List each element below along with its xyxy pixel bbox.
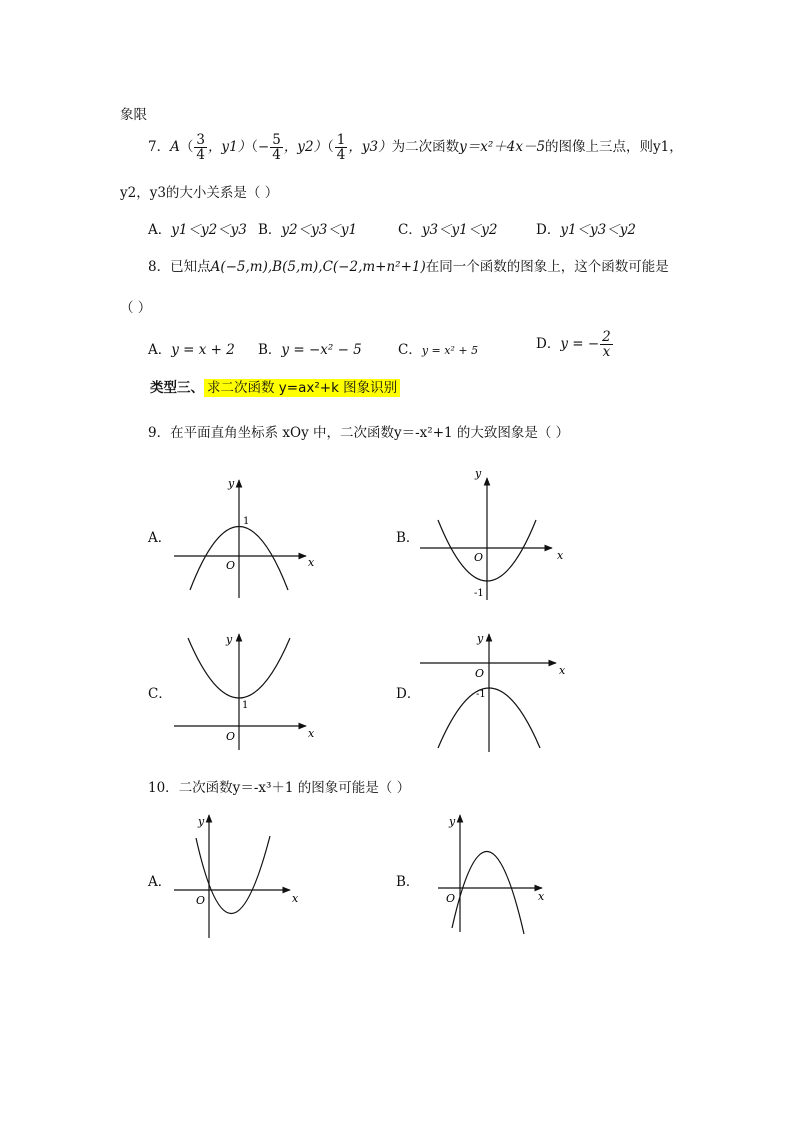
q7-option-d-text: y1＜y3＜y2 bbox=[560, 222, 636, 238]
q8-points: A(−5,m),B(5,m),C(−2,m+n²+1) bbox=[210, 259, 426, 275]
q9-graph-c bbox=[174, 634, 306, 750]
q10-graph-b bbox=[438, 815, 542, 934]
q9a-y-label: y bbox=[228, 477, 235, 490]
q7-pb-y: ，y2） bbox=[283, 139, 328, 155]
q7-number: 7． bbox=[148, 139, 171, 155]
q9c-y-label: y bbox=[226, 633, 233, 646]
q7-option-b-label: B． bbox=[258, 222, 282, 238]
q8-option-d-frac-den: x bbox=[602, 344, 611, 360]
q10b-x-label: x bbox=[538, 890, 545, 903]
q9-stem: 在平面直角坐标系 xOy 中，二次函数y＝-x²+1 的大致图象是（ ） bbox=[170, 425, 570, 441]
q8-option-b-label: B． bbox=[258, 342, 282, 358]
q10-stem: 二次函数y＝-x³＋1 的图象可能是（ ） bbox=[178, 780, 411, 796]
q7-function: y＝x²＋4x－5 bbox=[459, 139, 546, 155]
q7-stem-b: 的图像上三点，则y1， bbox=[545, 139, 683, 155]
q7-line2: y2，y3的大小关系是（ ） bbox=[120, 185, 279, 201]
q8-option-a-label: A． bbox=[148, 342, 172, 358]
q7-option-d-label: D． bbox=[536, 222, 561, 238]
q7-stem-a: 为二次函数 bbox=[391, 139, 460, 155]
q8-option-d-label: D． bbox=[536, 336, 561, 352]
q9-graph-a bbox=[174, 480, 306, 598]
q10b-y-label: y bbox=[449, 815, 456, 828]
q9d-neg-one: -1 bbox=[476, 689, 486, 700]
q8-option-d-frac-num: 2 bbox=[602, 329, 611, 345]
q7-option-a-label: A． bbox=[148, 222, 172, 238]
q7-frac-c-den: 4 bbox=[336, 147, 346, 163]
q10-option-b-label[interactable]: B． bbox=[396, 874, 420, 890]
q10a-x-label: x bbox=[292, 892, 299, 905]
q7-pb-open: （− bbox=[251, 139, 270, 155]
q9-number: 9． bbox=[148, 425, 171, 441]
q10b-parabola bbox=[452, 851, 524, 934]
q9a-x-label: x bbox=[308, 556, 315, 569]
q9d-origin: O bbox=[475, 667, 485, 680]
q8-option-a-text: y = x + 2 bbox=[171, 342, 235, 358]
q7-frac-a-den: 4 bbox=[196, 147, 205, 163]
q7-point-a-label: A bbox=[170, 139, 180, 155]
q9a-one: 1 bbox=[243, 516, 250, 527]
q7-pa-y: ，y1） bbox=[207, 139, 252, 155]
q7-option-a-text: y1＜y2＜y3 bbox=[171, 222, 247, 238]
q7-option-c-label: C． bbox=[398, 222, 422, 238]
q9c-one: 1 bbox=[242, 700, 249, 711]
q9-option-d-label[interactable]: D． bbox=[396, 686, 421, 702]
q7-pc-open: （ bbox=[327, 139, 334, 155]
q10a-parabola bbox=[196, 836, 270, 914]
q10-option-a-label[interactable]: A． bbox=[148, 874, 172, 890]
q9a-origin: O bbox=[226, 559, 236, 572]
q9d-x-label: x bbox=[559, 664, 566, 677]
q9-option-c-label[interactable]: C． bbox=[148, 686, 172, 702]
q8-option-d-text: y = − bbox=[560, 336, 600, 352]
q7-frac-a-num: 3 bbox=[196, 132, 205, 148]
q9-graph-b bbox=[420, 478, 552, 600]
q10b-origin: O bbox=[446, 892, 456, 905]
q9d-y-label: y bbox=[477, 632, 484, 645]
q9c-x-label: x bbox=[308, 727, 315, 740]
q7-pa-open: （ bbox=[179, 139, 194, 155]
q8-option-c-label: C． bbox=[398, 342, 422, 358]
q10a-origin: O bbox=[196, 894, 206, 907]
q9b-neg-one: -1 bbox=[474, 588, 484, 599]
q9-option-b-label[interactable]: B． bbox=[396, 530, 420, 546]
q9b-y-label: y bbox=[475, 467, 482, 480]
question-10-text bbox=[148, 776, 410, 796]
section-label: 类型三、 bbox=[150, 380, 204, 396]
q10a-y-label: y bbox=[198, 815, 205, 828]
q8-option-c-text: y = x² + 5 bbox=[421, 344, 479, 357]
q7-pc-y: ，y3） bbox=[348, 139, 392, 155]
q8-stem-a: 已知点 bbox=[170, 259, 211, 275]
q7-frac-b-num: 5 bbox=[272, 132, 281, 148]
section-highlight: 求二次函数 y=ax²+k 图象识别 bbox=[204, 379, 400, 397]
q9b-origin: O bbox=[474, 551, 484, 564]
q9b-x-label: x bbox=[557, 549, 564, 562]
q8-stem-b: 在同一个函数的图象上，这个函数可能是 bbox=[425, 259, 669, 275]
q9-option-a-label[interactable]: A． bbox=[148, 530, 172, 546]
q7-option-c-text: y3＜y1＜y2 bbox=[421, 222, 498, 238]
q10-graph-a bbox=[174, 815, 290, 938]
q8-option-b-text: y = −x² − 5 bbox=[281, 342, 362, 358]
q8-paren: （ ） bbox=[120, 300, 152, 316]
top-line: 象限 bbox=[120, 107, 147, 123]
q9c-origin: O bbox=[226, 730, 236, 743]
q7-option-b-text: y2＜y3＜y1 bbox=[281, 222, 358, 238]
q9-graph-d bbox=[420, 634, 556, 752]
q7-frac-b-den: 4 bbox=[272, 147, 281, 163]
q7-frac-c-num: 1 bbox=[336, 132, 346, 148]
q10-number: 10． bbox=[148, 780, 179, 796]
q8-number: 8． bbox=[148, 259, 171, 275]
